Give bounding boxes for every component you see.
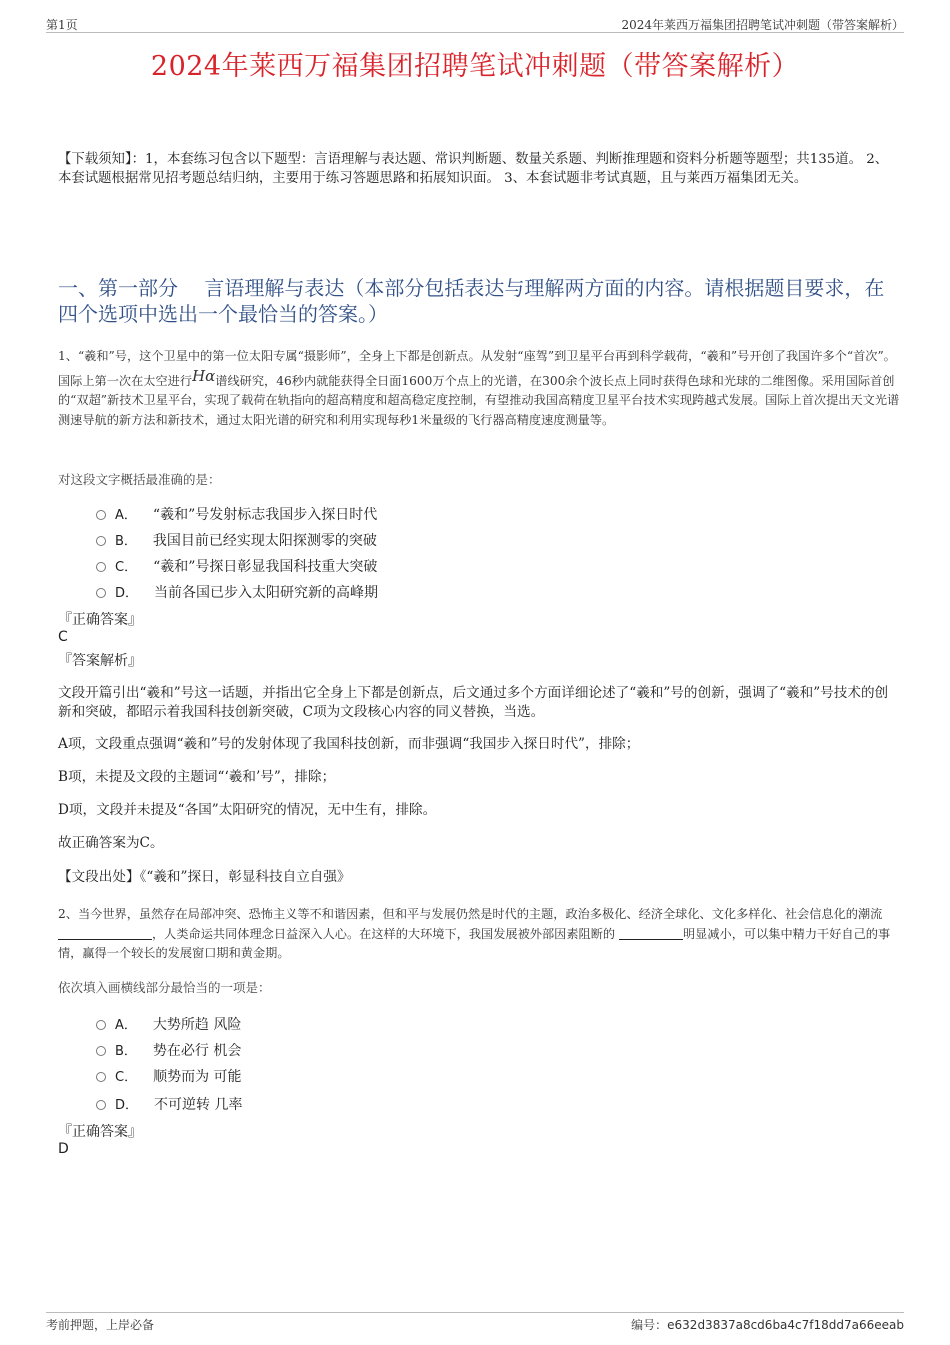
page-title: 2024年莱西万福集团招聘笔试冲刺题（带答案解析）: [150, 51, 800, 82]
h-alpha-formula: Hα: [192, 366, 216, 385]
document-code: 编号：e632d3837a8cd6ba4c7f18dd7a66eeab: [631, 1318, 904, 1332]
fill-blank-2: [619, 927, 683, 940]
page-number: 第1页: [46, 18, 78, 32]
analysis-paragraph: B项，未提及文段的主题词“‘羲和’号”，排除；: [58, 769, 336, 785]
question-1-stem: 1、“羲和”号，这个卫星中的第一位太阳专属“摄影师”，全身上下都是创新点。从发射“座驾”到卫星平台再到科学载荷，“羲和”号开创了我国许多个“首次”。国际上第一次在太空进行Hα谱线研究，46秒内就能获得全日面1600万个点上的光谱，在300余个波长点上同时获得色球和光球的二维图像。采用国际首创的“双超”新技术卫星平台，实现了载荷在轨指向的超高精度和超高稳定度控制，有望推动我国高精度卫星平台技术实现跨越式发展。国际上首次提出天文光谱测速导航的新方法和新技术，通过太阳光谱的研究和利用实现每秒1米量级的飞行器高精度速度测量等。: [58, 349, 900, 427]
download-notice: 【下载须知】：1，本套练习包含以下题型：言语理解与表达题、常识判断题、数量关系题、判断推理题和资料分析题等题型；共135道。 2、本套试题根据常见招考题总结归纳，主要用于练习答题思路和拓展知识面。 3、本套试题非考试真题，且与莱西万福集团无关。: [58, 152, 889, 186]
radio-icon[interactable]: [96, 1100, 106, 1110]
question-2-option-a[interactable]: A． 大势所趋 风险: [96, 1014, 241, 1034]
radio-icon[interactable]: [96, 1046, 106, 1056]
question-2-option-d[interactable]: D． 不可逆转 几率: [96, 1094, 242, 1114]
analysis-paragraph: 故正确答案为C。: [58, 835, 164, 851]
question-1-option-a[interactable]: A． “羲和”号发射标志我国步入探日时代: [96, 504, 377, 524]
question-1-analysis-label: 『答案解析』: [58, 653, 142, 669]
text-source: 【文段出处】《“羲和”探日，彰显科技自立自强》: [58, 869, 351, 885]
question-2-answer-label: 『正确答案』: [58, 1124, 142, 1140]
question-2-answer: D: [58, 1141, 69, 1157]
analysis-paragraph: D项，文段并未提及“各国”太阳研究的情况，无中生有，排除。: [58, 802, 437, 818]
fill-blank-1: [58, 927, 152, 940]
question-1-prompt: 对这段文字概括最准确的是：: [58, 472, 221, 487]
question-2-option-b[interactable]: B． 势在必行 机会: [96, 1040, 241, 1060]
question-1-option-b[interactable]: B． 我国目前已经实现太阳探测零的突破: [96, 530, 377, 550]
analysis-paragraph: 文段开篇引出“羲和”号这一话题，并指出它全身上下都是创新点，后文通过多个方面详细论述了“羲和”号的创新，强调了“羲和”号技术的创新和突破，都昭示着我国科技创新突破，C项为文段核心内容的同义替换，当选。: [58, 685, 889, 720]
footer-slogan: 考前押题，上岸必备: [46, 1318, 155, 1332]
radio-icon[interactable]: [96, 510, 106, 520]
question-2-prompt: 依次填入画横线部分最恰当的一项是：: [58, 980, 271, 995]
radio-icon[interactable]: [96, 588, 106, 598]
question-2-option-c[interactable]: C． 顺势而为 可能: [96, 1066, 242, 1086]
question-2-stem: 2、当今世界，虽然存在局部冲突、恐怖主义等不和谐因素，但和平与发展仍然是时代的主题，政治多极化、经济全球化、文化多样化、社会信息化的潮流 ，人类命运共同体理念日益深入人心。在这样的大环境下，我国发展被外部因素阻断的 明显减小，可以集中精力干好自己的事情，赢得一个较长的发展窗口期和黄金期。: [58, 907, 891, 960]
question-1-option-d[interactable]: D． 当前各国已步入太阳研究新的高峰期: [96, 582, 378, 602]
question-1-answer-label: 『正确答案』: [58, 612, 142, 628]
question-1-option-c[interactable]: C． “羲和”号探日彰显我国科技重大突破: [96, 556, 377, 576]
page-header: [46, 14, 904, 33]
radio-icon[interactable]: [96, 1020, 106, 1030]
radio-icon[interactable]: [96, 1072, 106, 1082]
page-footer: [46, 1312, 904, 1332]
radio-icon[interactable]: [96, 536, 106, 546]
section-heading: 一、第一部分 言语理解与表达（本部分包括表达与理解两方面的内容。请根据题目要求，在四个选项中选出一个最恰当的答案。）: [58, 276, 885, 326]
radio-icon[interactable]: [96, 562, 106, 572]
question-1-answer: C: [58, 629, 68, 645]
header-doc-title: 2024年莱西万福集团招聘笔试冲刺题（带答案解析）: [621, 18, 904, 32]
analysis-paragraph: A项，文段重点强调“羲和”号的发射体现了我国科技创新，而非强调“我国步入探日时代”，排除；: [58, 736, 640, 752]
